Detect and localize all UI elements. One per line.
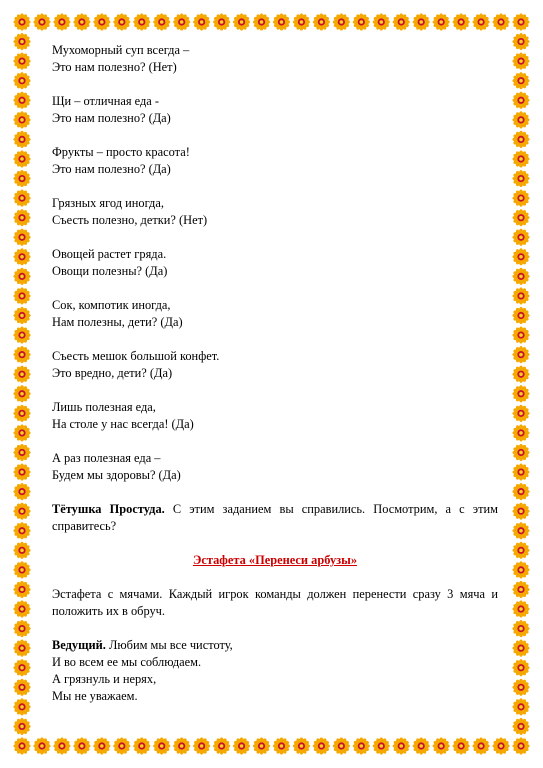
verse-line: Фрукты – просто красота! xyxy=(52,145,190,159)
sunflower-icon xyxy=(333,737,350,754)
sunflower-icon xyxy=(213,13,230,30)
sunflower-icon xyxy=(13,561,30,578)
sunflower-icon xyxy=(13,640,30,657)
verse-line: Щи – отличная еда - xyxy=(52,94,159,108)
sunflower-icon xyxy=(512,92,529,109)
sunflower-icon xyxy=(512,111,529,128)
sunflower-icon xyxy=(293,13,310,30)
sunflower-icon xyxy=(433,13,450,30)
sunflower-icon xyxy=(13,522,30,539)
sunflower-icon xyxy=(512,561,529,578)
sunflower-icon xyxy=(293,737,310,754)
verse-line: Это нам полезно? (Нет) xyxy=(52,60,177,74)
sunflower-icon xyxy=(73,737,90,754)
sunflower-icon xyxy=(13,542,30,559)
sunflower-icon xyxy=(13,92,30,109)
sunflower-icon xyxy=(113,737,130,754)
sunflower-icon xyxy=(492,737,509,754)
sunflower-icon xyxy=(153,737,170,754)
sunflower-icon xyxy=(13,190,30,207)
sunflower-icon xyxy=(53,737,70,754)
sunflower-icon xyxy=(512,170,529,187)
stanza xyxy=(52,450,498,484)
section-title: Эстафета «Перенеси арбузы» xyxy=(192,553,358,567)
sunflower-icon xyxy=(13,503,30,520)
sunflower-icon xyxy=(13,268,30,285)
verse-line: Съесть мешок большой конфет. xyxy=(52,349,220,363)
verse-line: Грязных ягод иногда, xyxy=(52,196,164,210)
sunflower-icon xyxy=(93,13,110,30)
sunflower-icon xyxy=(512,600,529,617)
sunflower-icon xyxy=(512,581,529,598)
sunflower-icon xyxy=(333,13,350,30)
sunflower-icon xyxy=(13,326,30,343)
sunflower-icon xyxy=(512,53,529,70)
sunflower-icon xyxy=(512,366,529,383)
stanza xyxy=(52,399,498,433)
sunflower-icon xyxy=(253,737,270,754)
sunflower-icon xyxy=(373,737,390,754)
verse-line: Лишь полезная еда, xyxy=(52,400,156,414)
sunflower-icon xyxy=(512,640,529,657)
sunflower-icon xyxy=(193,13,210,30)
sunflower-icon xyxy=(93,737,110,754)
sunflower-icon xyxy=(512,346,529,363)
sunflower-icon xyxy=(512,13,529,30)
sunflower-icon xyxy=(512,424,529,441)
sunflower-icon xyxy=(453,13,470,30)
sunflower-icon xyxy=(512,131,529,148)
sunflower-icon xyxy=(512,209,529,226)
sunflower-icon xyxy=(512,679,529,696)
sunflower-icon xyxy=(512,326,529,343)
sunflower-icon xyxy=(33,737,50,754)
verse-line: Овощей растет гряда. xyxy=(52,247,167,261)
sunflower-icon xyxy=(512,542,529,559)
sunflower-icon xyxy=(13,229,30,246)
sunflower-icon xyxy=(373,13,390,30)
sunflower-icon xyxy=(13,483,30,500)
sunflower-icon xyxy=(512,307,529,324)
sunflower-icon xyxy=(512,659,529,676)
sunflower-icon xyxy=(173,13,190,30)
verse-line: И во всем ее мы соблюдаем. xyxy=(52,655,202,669)
sunflower-icon xyxy=(472,13,489,30)
stanza xyxy=(52,42,498,76)
sunflower-icon xyxy=(512,190,529,207)
speech-host xyxy=(52,637,498,705)
document-body xyxy=(52,42,498,722)
sunflower-icon xyxy=(13,13,30,30)
sunflower-icon xyxy=(413,13,430,30)
sunflower-icon xyxy=(13,366,30,383)
sunflower-icon xyxy=(512,229,529,246)
verse-line: Съесть полезно, детки? (Нет) xyxy=(52,213,208,227)
sunflower-icon xyxy=(233,13,250,30)
speaker-name: Тётушка Простуда. xyxy=(52,502,165,516)
sunflower-icon xyxy=(313,13,330,30)
sunflower-icon xyxy=(512,463,529,480)
sunflower-icon xyxy=(512,698,529,715)
stanza xyxy=(52,246,498,280)
sunflower-icon xyxy=(13,600,30,617)
sunflower-icon xyxy=(13,679,30,696)
sunflower-icon xyxy=(273,737,290,754)
sunflower-icon xyxy=(13,307,30,324)
sunflower-icon xyxy=(133,13,150,30)
sunflower-icon xyxy=(13,385,30,402)
verse-line: А грязнуль и нерях, xyxy=(52,672,157,686)
verse-line: Сок, компотик иногда, xyxy=(52,298,171,312)
sunflower-icon xyxy=(13,463,30,480)
sunflower-icon xyxy=(133,737,150,754)
instructions: Эстафета с мячами. Каждый игрок команды должен перенести сразу 3 мяча и положить их в обруч. xyxy=(52,587,498,618)
sunflower-icon xyxy=(13,346,30,363)
speaker-name: Ведущий. xyxy=(52,638,106,652)
sunflower-icon xyxy=(512,405,529,422)
sunflower-icon xyxy=(353,13,370,30)
sunflower-icon xyxy=(13,53,30,70)
sunflower-icon xyxy=(33,13,50,30)
sunflower-icon xyxy=(113,13,130,30)
sunflower-icon xyxy=(13,444,30,461)
sunflower-icon xyxy=(13,737,30,754)
sunflower-icon xyxy=(213,737,230,754)
sunflower-icon xyxy=(512,385,529,402)
verse-line: Нам полезны, дети? (Да) xyxy=(52,315,183,329)
sunflower-icon xyxy=(253,13,270,30)
sunflower-icon xyxy=(512,522,529,539)
sunflower-icon xyxy=(13,718,30,735)
stanza xyxy=(52,195,498,229)
sunflower-icon xyxy=(53,13,70,30)
verse-line: Овощи полезны? (Да) xyxy=(52,264,168,278)
sunflower-icon xyxy=(472,737,489,754)
sunflower-icon xyxy=(13,287,30,304)
sunflower-icon xyxy=(512,483,529,500)
verse-line: Мухоморный суп всегда – xyxy=(52,43,190,57)
sunflower-icon xyxy=(492,13,509,30)
sunflower-icon xyxy=(512,268,529,285)
stanza xyxy=(52,297,498,331)
stanza xyxy=(52,93,498,127)
sunflower-icon xyxy=(13,248,30,265)
verse-line: Мы не уважаем. xyxy=(52,689,138,703)
verse-line: Это вредно, дети? (Да) xyxy=(52,366,173,380)
verse-line: Это нам полезно? (Да) xyxy=(52,111,171,125)
stanza xyxy=(52,144,498,178)
sunflower-icon xyxy=(512,33,529,50)
verse-line xyxy=(52,637,498,654)
sunflower-icon xyxy=(13,620,30,637)
sunflower-icon xyxy=(512,287,529,304)
speech-text: Любим мы все чистоту, xyxy=(105,638,233,652)
sunflower-icon xyxy=(13,170,30,187)
sunflower-icon xyxy=(512,150,529,167)
sunflower-icon xyxy=(13,424,30,441)
sunflower-icon xyxy=(273,13,290,30)
sunflower-icon xyxy=(453,737,470,754)
sunflower-icon xyxy=(413,737,430,754)
sunflower-icon xyxy=(13,131,30,148)
sunflower-icon xyxy=(512,444,529,461)
sunflower-icon xyxy=(13,111,30,128)
sunflower-icon xyxy=(13,72,30,89)
sunflower-icon xyxy=(13,33,30,50)
sunflower-icon xyxy=(73,13,90,30)
sunflower-icon xyxy=(13,581,30,598)
sunflower-icon xyxy=(13,209,30,226)
sunflower-icon xyxy=(512,72,529,89)
sunflower-icon xyxy=(193,737,210,754)
sunflower-icon xyxy=(13,659,30,676)
verse-line: На столе у нас всегда! (Да) xyxy=(52,417,194,431)
sunflower-icon xyxy=(433,737,450,754)
verse-line: Будем мы здоровы? (Да) xyxy=(52,468,181,482)
sunflower-icon xyxy=(512,718,529,735)
verse-line: Это нам полезно? (Да) xyxy=(52,162,171,176)
sunflower-icon xyxy=(13,150,30,167)
sunflower-icon xyxy=(233,737,250,754)
sunflower-icon xyxy=(313,737,330,754)
speech-auntie-cold xyxy=(52,501,498,535)
sunflower-icon xyxy=(173,737,190,754)
verse-line: А раз полезная еда – xyxy=(52,451,161,465)
sunflower-icon xyxy=(393,737,410,754)
sunflower-icon xyxy=(393,13,410,30)
sunflower-icon xyxy=(512,620,529,637)
stanza xyxy=(52,348,498,382)
sunflower-icon xyxy=(13,405,30,422)
sunflower-icon xyxy=(512,248,529,265)
sunflower-icon xyxy=(512,503,529,520)
sunflower-icon xyxy=(353,737,370,754)
sunflower-icon xyxy=(512,737,529,754)
sunflower-icon xyxy=(13,698,30,715)
speech-text: С этим заданием вы справились. Посмотрим, а с этим справитесь? xyxy=(52,502,498,533)
sunflower-icon xyxy=(153,13,170,30)
